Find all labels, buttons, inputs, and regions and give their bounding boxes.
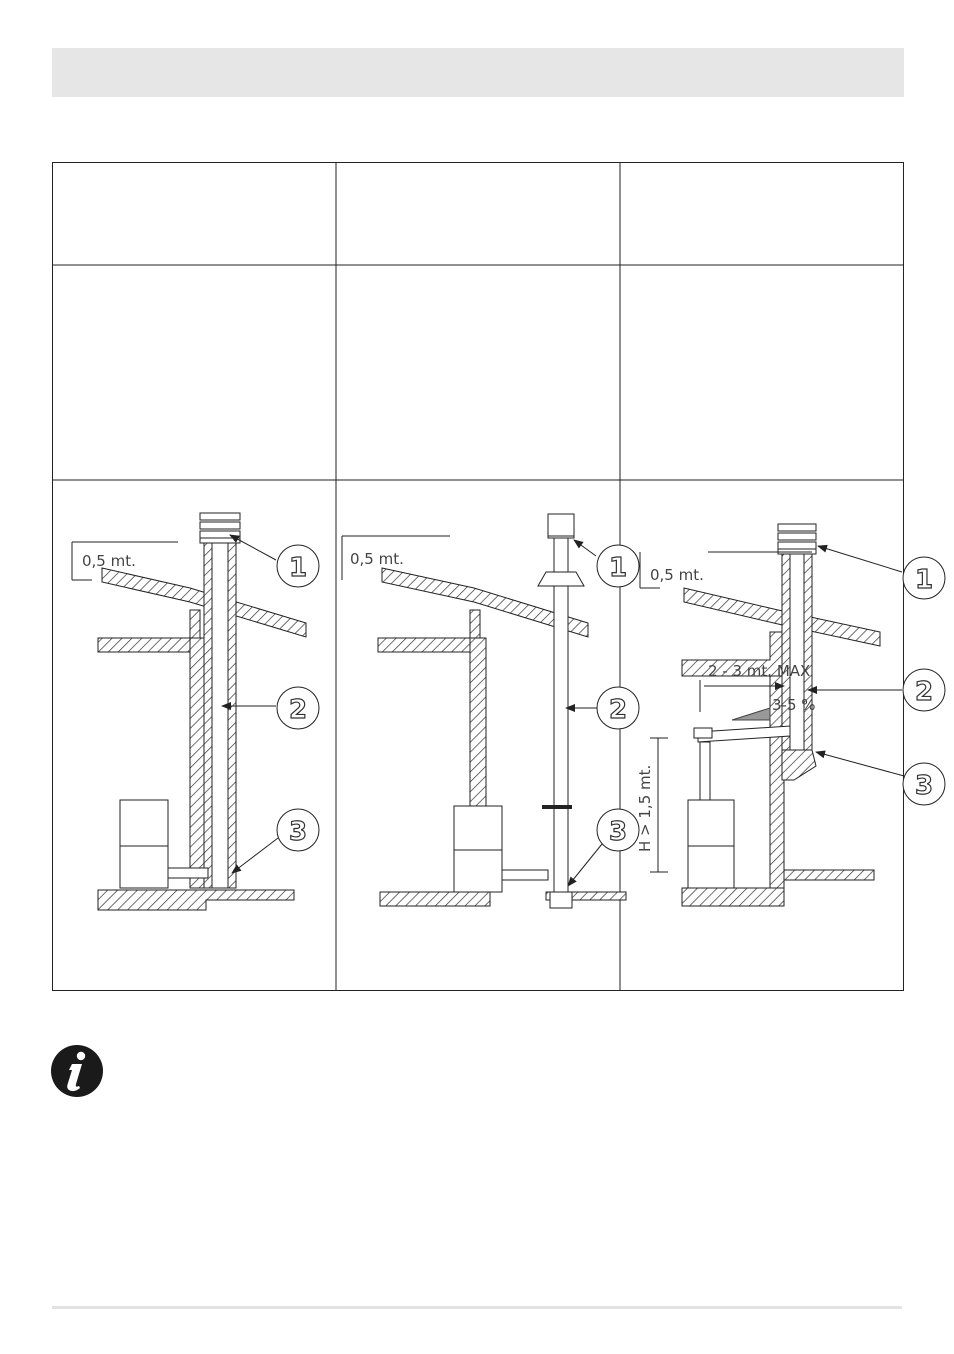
callout-1: 1 bbox=[608, 553, 628, 583]
callout-2: 2 bbox=[914, 677, 934, 707]
callout-2: 2 bbox=[608, 695, 628, 725]
callout-3: 3 bbox=[608, 817, 628, 847]
chimney-installation-table bbox=[52, 162, 934, 991]
callout-3: 3 bbox=[288, 817, 308, 847]
chimney-cap bbox=[548, 514, 574, 536]
section-header-bar bbox=[52, 48, 904, 97]
callout-1: 1 bbox=[288, 553, 308, 583]
diagram-2 bbox=[342, 514, 639, 908]
horizontal-dimension-label: 2 - 3 mt. MAX bbox=[708, 662, 811, 680]
height-dimension-label: 0,5 mt. bbox=[650, 566, 704, 584]
diagram-3 bbox=[636, 524, 945, 906]
chimney-cap bbox=[778, 524, 816, 554]
table-grid bbox=[52, 162, 934, 991]
callout-3: 3 bbox=[914, 771, 934, 801]
vertical-dimension-label: H > 1,5 mt. bbox=[636, 764, 654, 852]
slope-label: 3-5 % bbox=[772, 696, 816, 714]
height-dimension-label: 0,5 mt. bbox=[82, 552, 136, 570]
callout-1: 1 bbox=[914, 565, 934, 595]
chimney-cap bbox=[200, 513, 240, 543]
diagram-1 bbox=[72, 513, 319, 910]
footer-divider bbox=[52, 1306, 902, 1309]
callout-2: 2 bbox=[288, 695, 308, 725]
info-icon bbox=[50, 1044, 104, 1098]
height-dimension-label: 0,5 mt. bbox=[350, 550, 404, 568]
